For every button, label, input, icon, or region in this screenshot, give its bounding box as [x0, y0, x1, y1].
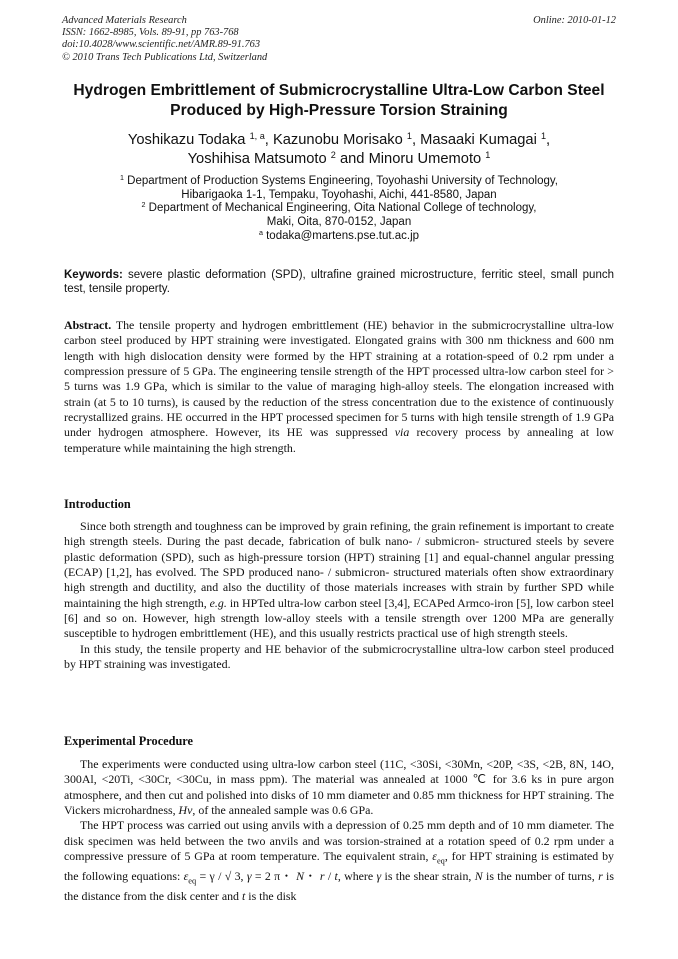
paragraph-text: Since both strength and toughness can be improved by grain refining, the grain refinement is important to create high strength steels. During the past decade, fabrication of bulk nano- / submicron- structured steels by severe plastic deformation (SPD), such as high-pressure torsion (HPT) straining [1] and equal-channel angular pressing (ECAP) [1,2], has evolved. The SPD produced nano- / submicron- structured materials often show extraordinary high strength and ductility, and also the ductility of those materials increases with strain by further SPD while maintaining the high strength,	[64, 519, 614, 610]
paragraph: In this study, the tensile property and HE behavior of the submicrocrystalline ultra-low carbon steel produced by HPT straining was investigated.	[64, 641, 614, 672]
paragraph-text: is the disk	[248, 888, 297, 903]
author-conjunction: and	[339, 150, 365, 167]
symbol-t: t	[334, 868, 338, 883]
subscript: eq	[188, 876, 197, 886]
degree-symbol: ℃	[472, 772, 488, 787]
equation: = γ / √ 3,	[199, 868, 244, 883]
title-line-1: Hydrogen Embrittlement of Submicrocrystalline Ultra-Low Carbon Steel	[73, 82, 605, 99]
paragraph-text: in HPTed ultra-low carbon steel [3,4], ECAPed Armco-iron [5], low carbon steel [6] and so on. However, high strength low-alloy steels with a tensile strength over 1200 MPa are generally susceptible to hydrogen embrittlement (HE), and this usually restricts practical use of high strength steels.	[64, 595, 615, 641]
paragraph	[64, 757, 614, 818]
author-email[interactable]: todaka@martens.pse.tut.ac.jp	[266, 229, 420, 242]
symbol-epsilon: ε	[183, 868, 189, 883]
abstract-label: Abstract.	[64, 318, 112, 332]
equation: ・	[304, 868, 317, 883]
affil-mark: 1	[119, 174, 124, 183]
author-affil-mark: 1	[406, 131, 412, 141]
affiliations	[40, 175, 638, 244]
affiliation-line: Hibarigaoka 1-1, Tempaku, Toyohashi, Aichi, 441-8580, Japan	[181, 188, 497, 201]
symbol-r: r	[598, 868, 603, 883]
paragraph	[64, 519, 614, 642]
author-affil-mark: 2	[330, 149, 336, 160]
abstract-text: recovery process by annealing at low temperature while maintaining the high strength.	[64, 425, 614, 455]
symbol-n: N	[474, 868, 483, 883]
subscript: eq	[436, 856, 445, 866]
introduction-body	[64, 519, 614, 672]
affiliation-line: Department of Mechanical Engineering, Oita National College of technology,	[148, 202, 537, 215]
experimental-body	[64, 757, 614, 904]
online-date: Online: 2010-01-12	[533, 15, 616, 26]
affil-mark: a	[258, 228, 263, 237]
paragraph-text: , where	[337, 868, 374, 883]
paragraph-text: The HPT process was carried out using anvils with a depression of 0.25 mm depth and of 10 mm diameter. The disk specimen was held between the two anvils and was torsion-strained at a rotation speed of 0.2 rpm under a compressive pressure of 5 GPa at room temperature. The equivalent strain,	[64, 818, 614, 864]
author-name: Kazunobu Morisako	[272, 132, 403, 148]
paragraph-italic: Hv	[178, 803, 193, 818]
author-affil-mark: 1	[485, 149, 491, 160]
paragraph-text: The experiments were conducted using ultra-low carbon steel (11C, <30Si, <30Mn, <20P, <3S, <2B, 8N, 14O, 300Al, <20Ti, <30Cr, <30Cu, in mass ppm). The material was annealed at 1000	[64, 757, 614, 787]
symbol-t: t	[241, 888, 246, 903]
symbol-gamma: γ	[246, 868, 252, 883]
author-affil-mark: 1	[540, 131, 547, 141]
symbol-epsilon: ε	[432, 849, 437, 864]
author-list: Yoshikazu Todaka $^{1, a}$, Kazunobu Morisako $^1$, Masaaki Kumagai $^1$, Yoshihisa Matsumoto $^2$ and Minoru Umemoto $^1$	[127, 131, 551, 167]
abstract-italic: via	[394, 425, 410, 440]
paragraph-text: is the number of turns,	[486, 868, 595, 883]
issn-line: ISSN: 1662-8985, Vols. 89-91, pp 763-768	[62, 27, 239, 39]
equation: /	[324, 868, 335, 883]
keywords-label: Keywords:	[64, 269, 123, 281]
symbol-gamma: γ	[376, 868, 382, 883]
symbol-r: r	[319, 868, 325, 883]
paper-title	[40, 81, 638, 121]
keywords-text: severe plastic deformation (SPD), ultrafine grained microstructure, ferritic steel, small punch test, tensile property.	[64, 269, 614, 296]
affil-mark: 2	[141, 201, 146, 210]
abstract-text: The tensile property and hydrogen embrittlement (HE) behavior in the submicrocrystalline ultra-low carbon steel produced by HPT straining were investigated. Elongated grains with 300 nm thickness and 600 nm length with high dislocation density were formed by the HPT straining at a rotation-speed of 0.2 rpm under a compression pressure of 5 GPa. The engineering tensile strength of the HPT processed ultra-low carbon steel for > 5 turns was 1.9 GPa, which is similar to the value of maraging high-alloy steels. The elongation increased with strain (at 5 to 10 turns), is caused by the reduction of the stress concentration due to the existence of continuously recrystallized grains. HE occurred in the HPT processed specimen for 5 turns with high tensile strength of 1.9 GPa under hydrogen atmosphere. However, its HE was suppressed	[64, 318, 614, 440]
equation: = 2 π・	[254, 868, 293, 883]
paragraph	[64, 818, 614, 903]
author-name: Yoshihisa Matsumoto	[187, 150, 327, 167]
experimental-heading: Experimental Procedure	[64, 734, 193, 748]
paragraph-italic: e.g.	[209, 595, 227, 610]
symbol-n: N	[296, 868, 304, 883]
journal-name: Advanced Materials Research	[62, 15, 187, 26]
paragraph-text: is the shear strain,	[384, 868, 472, 883]
copyright-line: © 2010 Trans Tech Publications Ltd, Switzerland	[62, 51, 268, 63]
author-name: Yoshikazu Todaka	[127, 132, 246, 148]
author-affil-mark: 1, a	[249, 131, 265, 141]
running-header	[62, 15, 616, 64]
author-name: Masaaki Kumagai	[420, 132, 537, 148]
paragraph-text: is the distance from the disk center and	[64, 868, 614, 903]
paragraph-text: , for HPT straining is estimated by the following equations:	[64, 849, 614, 883]
title-line-2: Produced by High-Pressure Torsion Straining	[170, 102, 508, 119]
affiliation-line: Maki, Oita, 870-0152, Japan	[266, 216, 412, 229]
keywords	[64, 268, 614, 297]
paragraph-text: for 3.6 ks in pure argon atmosphere, and then cut and polished into disks of 10 mm diameter and 0.85 mm thickness for HPT straining. The Vickers microhardness,	[64, 772, 615, 818]
abstract	[64, 318, 614, 456]
paragraph-text: , of the annealed sample was 0.6 GPa.	[192, 803, 374, 818]
author-name: Minoru Umemoto	[368, 150, 482, 167]
introduction-heading: Introduction	[64, 497, 131, 511]
affiliation-line: Department of Production Systems Engineering, Toyohashi University of Technology,	[127, 175, 558, 187]
doi-line[interactable]: doi:10.4028/www.scientific.net/AMR.89-91.763	[62, 39, 261, 51]
